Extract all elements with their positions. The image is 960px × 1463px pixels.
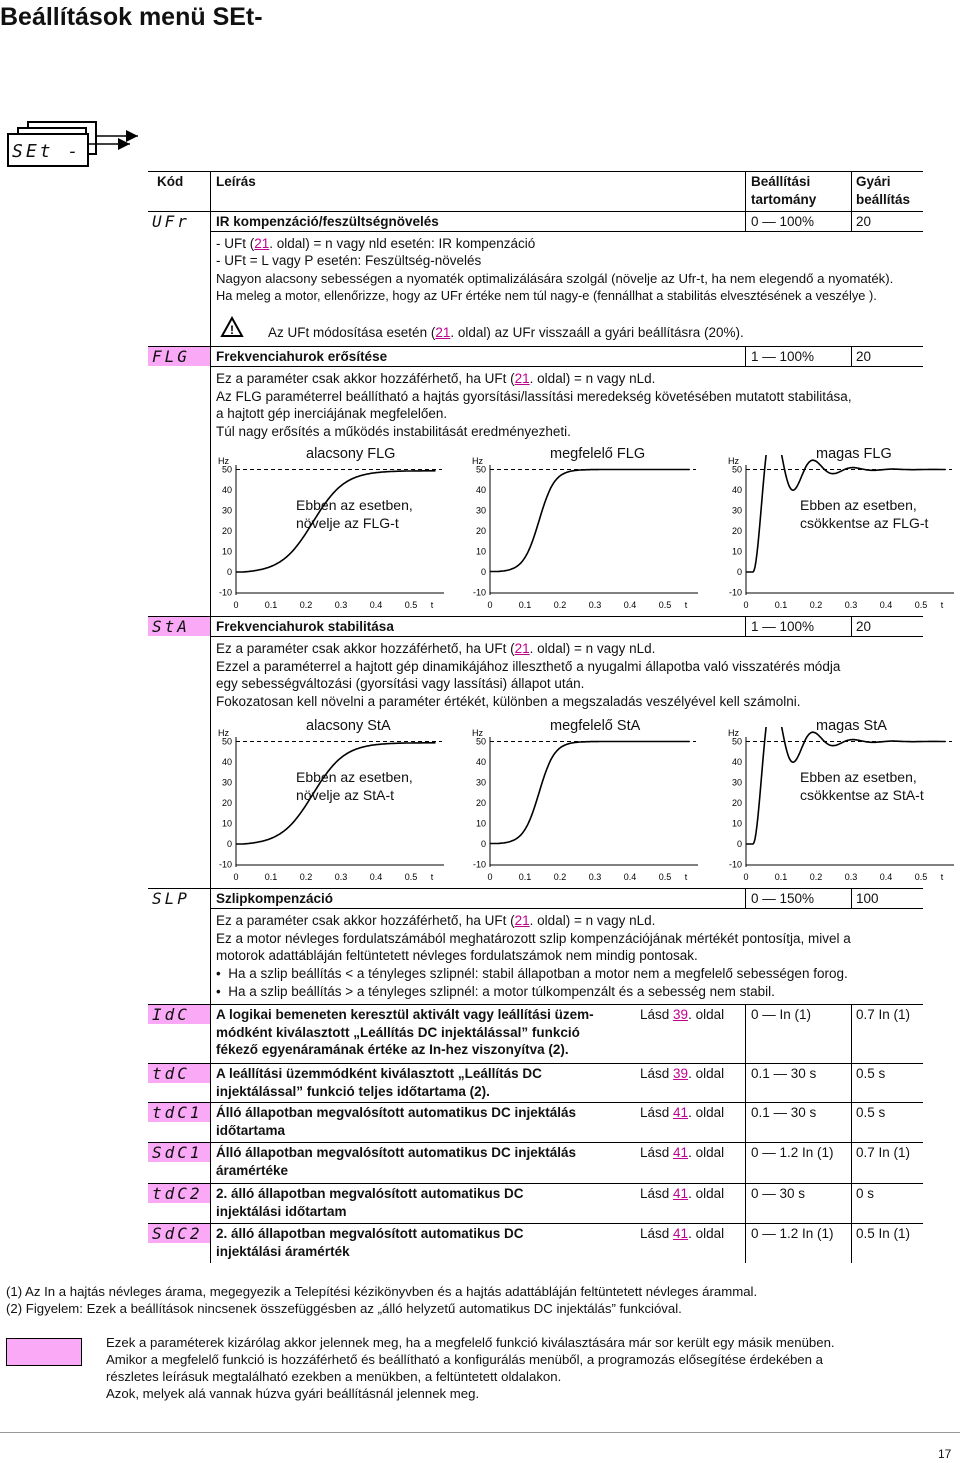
row-desc-line: A leállítási üzemmódként kiválasztott „Leállítás DC [216, 1066, 542, 1081]
sta-line-4: Fokozatosan kell növelni a paraméter értékét, különben a megszaladás veszélyével kell számolni. [216, 694, 801, 709]
legend-line-2: Amikor a megfelelő funkció is hozzáférhető és beállítható a konfigurálás menüből, a programozás elősegítése érdekében a [106, 1352, 823, 1367]
header-leiras: Leírás [216, 174, 256, 189]
x-tick-label: 0.4 [623, 600, 637, 610]
param-code-ufr: UFr [152, 212, 190, 231]
x-tick-label: 0.4 [879, 600, 893, 610]
x-tick-label: 0.1 [518, 600, 532, 610]
x-axis-unit: t [684, 600, 688, 610]
sta-graph-note: Ebben az esetben, [800, 769, 917, 785]
x-tick-label: 0.3 [844, 872, 858, 882]
flg-range: 1 — 100% [751, 349, 815, 364]
y-axis-unit: Hz [218, 728, 229, 738]
row-default: 0.5 In (1) [856, 1226, 911, 1241]
y-tick-label: 10 [475, 818, 486, 829]
y-tick-label: 40 [221, 485, 232, 495]
y-tick-label: 30 [731, 777, 742, 788]
page-link[interactable]: 21 [514, 371, 530, 386]
sta-graph-note: csökkentse az StA-t [800, 787, 924, 803]
y-tick-label: 40 [475, 485, 486, 495]
slp-line-2: Ez a motor névleges fordulatszámából meghatározott szlip kompenzációjának mértékét pontosítja, mivel a [216, 931, 851, 946]
y-tick-label: 0 [480, 567, 486, 577]
y-tick-label: 30 [475, 777, 486, 788]
row-desc-line: áramértéke [216, 1163, 289, 1178]
param-code: tdC [152, 1064, 190, 1083]
y-axis-unit: Hz [728, 728, 739, 738]
ufr-line-1: - UFt (21. oldal) = n vagy nld esetén: IR kompenzáció [216, 236, 536, 251]
page-link[interactable]: 41 [673, 1145, 689, 1160]
flg-graph-note: Ebben az esetben, [296, 497, 413, 513]
y-tick-label: 20 [731, 526, 742, 536]
y-tick-label: 0 [226, 839, 232, 849]
row-range: 0.1 — 30 s [751, 1105, 817, 1120]
page-reference: Lásd 41. oldal [640, 1105, 725, 1120]
svg-text:!: ! [230, 323, 234, 337]
footnote-1: (1) Az In a hajtás névleges árama, megegyezik a Telepítési kézikönyvben és a hajtás adattábláján feltüntetett névleges árammal. [6, 1284, 758, 1299]
sta-graph-2 [470, 727, 710, 887]
y-axis-unit: Hz [472, 728, 483, 738]
header-gyari-2: beállítás [856, 192, 911, 207]
y-tick-label: 20 [221, 798, 232, 808]
y-tick-label: 10 [731, 818, 742, 829]
sta-graph-title: magas StA [816, 718, 887, 734]
slp-line-3: motorok adattábláján feltüntetett névleges fordulatszámok nem mindig pontosak. [216, 948, 698, 963]
flg-graph-3 [726, 455, 960, 615]
x-tick-label: 0 [487, 872, 493, 882]
x-tick-label: 0.1 [264, 872, 278, 882]
y-tick-label: 0 [226, 567, 232, 577]
flg-line-1: Ez a paraméter csak akkor hozzáférhető, ha UFt (21. oldal) = n vagy nLd. [216, 371, 656, 386]
y-tick-label: -10 [218, 587, 232, 598]
x-tick-label: 0.2 [809, 872, 823, 882]
pink-legend-swatch [6, 1338, 82, 1366]
ufr-range: 0 — 100% [751, 214, 815, 229]
x-tick-label: 0.5 [404, 600, 418, 610]
x-tick-label: 0 [743, 600, 749, 610]
ufr-warning: Az UFt módosítása esetén (21. oldal) az UFr visszaáll a gyári beállításra (20%). [268, 325, 744, 340]
sta-graph-title: alacsony StA [306, 718, 391, 734]
row-default: 0 s [856, 1186, 875, 1201]
response-curve [490, 470, 690, 572]
sta-range: 1 — 100% [751, 619, 815, 634]
legend-line-3: részletes leírásuk megtalálható ezekben a menükben, a feltüntetett oldalakon. [106, 1369, 562, 1384]
row-default: 0.5 s [856, 1105, 886, 1120]
ufr-title: IR kompenzáció/feszültségnövelés [216, 214, 439, 229]
y-tick-label: 30 [221, 777, 232, 788]
y-axis-unit: Hz [472, 456, 483, 466]
row-range: 0 — 1.2 In (1) [751, 1145, 834, 1160]
x-tick-label: 0.5 [914, 600, 928, 610]
page-link[interactable]: 21 [435, 325, 451, 340]
row-desc-line: időtartama [216, 1123, 286, 1138]
row-desc-line: 2. álló állapotban megvalósított automatikus DC [216, 1186, 524, 1201]
warning-icon [220, 316, 244, 338]
sta-graph-title: megfelelő StA [550, 718, 641, 734]
x-tick-label: 0.2 [809, 600, 823, 610]
page-title: Beállítások menü SEt- [0, 3, 263, 31]
x-tick-label: 0 [743, 872, 749, 882]
slp-range: 0 — 150% [751, 891, 815, 906]
y-tick-label: 40 [731, 757, 742, 767]
y-tick-label: 30 [731, 505, 742, 516]
y-tick-label: 50 [475, 736, 486, 747]
x-tick-label: 0.5 [658, 600, 672, 610]
page-reference: Lásd 39. oldal [640, 1007, 725, 1022]
page-link[interactable]: 39 [673, 1007, 689, 1022]
flg-line-3: a hajtott gép inerciájának megfelelően. [216, 406, 448, 421]
row-default: 0.7 In (1) [856, 1145, 911, 1160]
x-tick-label: 0.4 [369, 600, 383, 610]
y-tick-label: 0 [736, 839, 742, 849]
ufr-default: 20 [856, 214, 872, 229]
flg-graph-2 [470, 455, 710, 615]
row-default: 0.5 s [856, 1066, 886, 1081]
x-tick-label: 0.3 [588, 600, 602, 610]
row-desc-line: injektálással” funkció teljes időtartama (2). [216, 1084, 490, 1099]
y-tick-label: 10 [221, 546, 232, 557]
slp-title: Szlipkompenzáció [216, 891, 334, 906]
page-link[interactable]: 41 [673, 1186, 689, 1201]
slp-line-1: Ez a paraméter csak akkor hozzáférhető, ha UFt (21. oldal) = n vagy nLd. [216, 913, 656, 928]
row-desc-line: injektálási időtartam [216, 1204, 347, 1219]
row-range: 0 — 30 s [751, 1186, 806, 1201]
slp-bullet-2: • Ha a szlip beállítás > a tényleges szlipnél: a motor túlkompenzált és a sebesség nem stabil. [216, 984, 775, 999]
x-tick-label: 0.4 [623, 872, 637, 882]
row-desc-line: módként kiválasztott „Leállítás DC injektálással” funkció [216, 1025, 580, 1040]
param-code-slp: SLP [152, 889, 190, 908]
x-tick-label: 0.3 [588, 872, 602, 882]
x-tick-label: 0.1 [264, 600, 278, 610]
y-tick-label: 40 [221, 757, 232, 767]
x-tick-label: 0.2 [299, 872, 313, 882]
legend-line-4: Azok, melyek alá vannak húzva gyári beállításnál jelennek meg. [106, 1386, 480, 1401]
x-tick-label: 0.3 [844, 600, 858, 610]
row-desc-line: Álló állapotban megvalósított automatikus DC injektálás [216, 1145, 577, 1160]
y-tick-label: -10 [472, 859, 486, 870]
row-range: 0 — 1.2 In (1) [751, 1226, 834, 1241]
page-reference: Lásd 39. oldal [640, 1066, 725, 1081]
param-code-flg: FLG [152, 347, 190, 366]
page-number: 17 [938, 1447, 952, 1461]
slp-default: 100 [856, 891, 879, 906]
page-reference: Lásd 41. oldal [640, 1145, 725, 1160]
row-range: 0 — In (1) [751, 1007, 812, 1022]
response-curve [490, 742, 690, 844]
legend-line-1: Ezek a paraméterek kizárólag akkor jelennek meg, ha a megfelelő funkció kiválasztására már sor került egy másik menüben. [106, 1335, 835, 1350]
y-axis-unit: Hz [728, 456, 739, 466]
x-tick-label: 0.4 [879, 872, 893, 882]
flg-graph-title: alacsony FLG [306, 446, 396, 462]
sta-line-2: Ezzel a paraméterrel a hajtott gép dinamikájához illeszthető a nyugalmi állapotba való visszatérés módja [216, 659, 841, 674]
header-tartomany-1: Beállítási [751, 174, 811, 189]
flg-default: 20 [856, 349, 872, 364]
y-tick-label: 50 [731, 736, 742, 747]
ufr-line-4: Ha meleg a motor, ellenőrizze, hogy az UFr értéke nem túl nagy-e (fennállhat a stabilitás elvesztésének a veszélye ). [216, 288, 877, 303]
y-tick-label: 50 [221, 464, 232, 475]
sta-line-3: egy sebességváltozási (gyorsítási vagy lassítási) állapot után. [216, 676, 585, 691]
flg-graph-title: megfelelő FLG [550, 446, 646, 462]
sta-title: Frekvenciahurok stabilitása [216, 619, 394, 634]
sta-graph-1 [216, 727, 456, 887]
param-code: SdC1 [152, 1143, 203, 1162]
param-code: tdC1 [152, 1103, 203, 1122]
x-axis-unit: t [430, 872, 434, 882]
x-axis-unit: t [430, 600, 434, 610]
y-tick-label: 0 [736, 567, 742, 577]
page-link[interactable]: 21 [514, 913, 530, 928]
sta-default: 20 [856, 619, 872, 634]
row-range: 0.1 — 30 s [751, 1066, 817, 1081]
page-link[interactable]: 21 [254, 236, 270, 251]
y-tick-label: -10 [728, 587, 742, 598]
x-tick-label: 0.2 [553, 872, 567, 882]
param-code: IdC [152, 1005, 190, 1024]
flg-line-4: Túl nagy erősítés a működés instabilitását eredményezheti. [216, 424, 571, 439]
y-tick-label: 30 [475, 505, 486, 516]
y-tick-label: 20 [475, 798, 486, 808]
row-desc-line: A logikai bemeneten keresztül aktivált vagy leállítási üzem- [216, 1007, 594, 1022]
row-default: 0.7 In (1) [856, 1007, 911, 1022]
flg-graph-note: Ebben az esetben, [800, 497, 917, 513]
page-reference: Lásd 41. oldal [640, 1226, 725, 1241]
page-link[interactable]: 39 [673, 1066, 689, 1081]
y-tick-label: -10 [728, 859, 742, 870]
row-desc-line: fékező egyenáramának értéke az In-hez viszonyítva (2). [216, 1042, 569, 1057]
param-code-sta: StA [152, 617, 190, 636]
x-tick-label: 0.5 [914, 872, 928, 882]
page-link[interactable]: 41 [673, 1105, 689, 1120]
x-axis-unit: t [940, 600, 944, 610]
x-tick-label: 0.3 [334, 872, 348, 882]
x-tick-label: 0.3 [334, 600, 348, 610]
y-tick-label: -10 [218, 859, 232, 870]
row-desc-line: injektálási áramérték [216, 1244, 350, 1259]
sta-graph-note: Ebben az esetben, [296, 769, 413, 785]
x-tick-label: 0.2 [553, 600, 567, 610]
ufr-line-2: - UFt = L vagy P esetén: Feszültség-növelés [216, 253, 482, 268]
header-kod: Kód [157, 174, 184, 189]
slp-bullet-1: • Ha a szlip beállítás < a tényleges szlipnél: stabil állapotban a motor nem a megfelelő sebességen forog. [216, 966, 848, 981]
y-tick-label: -10 [472, 587, 486, 598]
x-axis-unit: t [684, 872, 688, 882]
x-tick-label: 0.5 [658, 872, 672, 882]
flg-graph-title: magas FLG [816, 446, 892, 462]
footnote-2: (2) Figyelem: Ezek a beállítások nincsenek összefüggésben az „álló helyzetű automatikus DC injektálás” funkcióval. [6, 1301, 682, 1316]
x-tick-label: 0.1 [774, 600, 788, 610]
y-axis-unit: Hz [218, 456, 229, 466]
page-reference: Lásd 41. oldal [640, 1186, 725, 1201]
flg-line-2: Az FLG paraméterrel beállítható a hajtás gyorsítási/lassítási meredekség követésében mutatott stabilitása, [216, 389, 852, 404]
x-tick-label: 0 [233, 600, 239, 610]
row-desc-line: 2. álló állapotban megvalósított automatikus DC [216, 1226, 524, 1241]
x-tick-label: 0.5 [404, 872, 418, 882]
page-link[interactable]: 21 [514, 641, 530, 656]
ufr-line-3: Nagyon alacsony sebességen a nyomaték optimalizálására szolgál (növelje az Ufr-t, ha nem elegendő a nyomaték). [216, 271, 894, 286]
x-tick-label: 0.2 [299, 600, 313, 610]
y-tick-label: 50 [475, 464, 486, 475]
x-axis-unit: t [940, 872, 944, 882]
x-tick-label: 0.1 [774, 872, 788, 882]
flg-graph-1 [216, 455, 456, 615]
sta-graph-3 [726, 727, 960, 887]
y-tick-label: 0 [480, 839, 486, 849]
header-tartomany-2: tartomány [751, 192, 817, 207]
x-tick-label: 0.1 [518, 872, 532, 882]
x-tick-label: 0 [233, 872, 239, 882]
row-desc-line: Álló állapotban megvalósított automatikus DC injektálás [216, 1105, 577, 1120]
y-tick-label: 50 [731, 464, 742, 475]
y-tick-label: 20 [221, 526, 232, 536]
x-tick-label: 0 [487, 600, 493, 610]
y-tick-label: 20 [731, 798, 742, 808]
y-tick-label: 20 [475, 526, 486, 536]
x-tick-label: 0.4 [369, 872, 383, 882]
param-code: SdC2 [152, 1224, 203, 1243]
sta-graph-note: növelje az StA-t [296, 787, 395, 803]
header-gyari-1: Gyári [856, 174, 891, 189]
y-tick-label: 30 [221, 505, 232, 516]
flg-graph-note: csökkentse az FLG-t [800, 515, 929, 531]
y-tick-label: 40 [475, 757, 486, 767]
menu-code: SEt - [12, 141, 82, 162]
y-tick-label: 10 [731, 546, 742, 557]
page-link[interactable]: 41 [673, 1226, 689, 1241]
flg-graph-note: növelje az FLG-t [296, 515, 399, 531]
y-tick-label: 10 [221, 818, 232, 829]
y-tick-label: 50 [221, 736, 232, 747]
sta-line-1: Ez a paraméter csak akkor hozzáférhető, ha UFt (21. oldal) = n vagy nLd. [216, 641, 656, 656]
flg-title: Frekvenciahurok erősítése [216, 349, 388, 364]
y-tick-label: 40 [731, 485, 742, 495]
y-tick-label: 10 [475, 546, 486, 557]
param-code: tdC2 [152, 1184, 203, 1203]
